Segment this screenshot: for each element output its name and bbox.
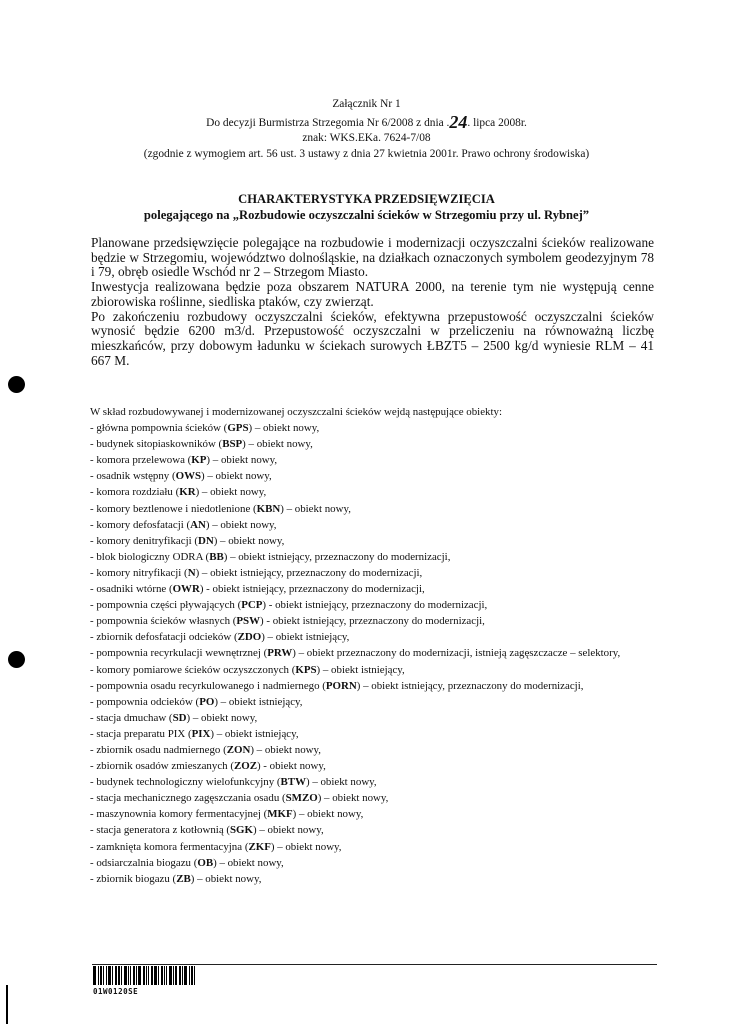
- object-list-item: [90, 484, 658, 500]
- object-code: SMZO: [285, 792, 318, 805]
- object-list-item: [90, 710, 658, 726]
- barcode-bar: [106, 966, 107, 985]
- object-code: N: [187, 566, 196, 579]
- object-list-item: [90, 629, 658, 645]
- object-list-item: [90, 758, 658, 774]
- object-status: ) - obiekt istniejący, przeznaczony do modernizacji,: [262, 599, 488, 612]
- object-status: ) – obiekt nowy,: [292, 808, 364, 821]
- barcode: [93, 966, 201, 985]
- object-code: KP: [191, 454, 207, 467]
- object-status: ) – obiekt nowy,: [213, 534, 285, 547]
- object-status: ) – obiekt nowy,: [280, 502, 351, 515]
- barcode-bar: [182, 966, 183, 985]
- objects-list: [90, 420, 658, 887]
- barcode-bar: [143, 966, 145, 985]
- object-code: BTW: [280, 776, 306, 789]
- object-status: ) – obiekt nowy,: [201, 470, 272, 483]
- object-code: ZDO: [237, 631, 262, 644]
- object-list-item: [90, 645, 658, 661]
- object-list-item: [90, 597, 658, 613]
- barcode-bar: [115, 966, 117, 985]
- object-name: - komory pomiarowe ścieków oczyszczonych (: [90, 663, 296, 676]
- barcode-bar: [112, 966, 113, 985]
- object-list-item: [90, 565, 658, 581]
- barcode-bar: [130, 966, 131, 985]
- barcode-bar: [118, 966, 120, 985]
- title-main: CHARAKTERYSTYKA PRZEDSIĘWZIĘCIA: [238, 192, 495, 206]
- object-list-item: [90, 678, 658, 694]
- barcode-bar: [173, 966, 174, 985]
- object-code: PRW: [267, 647, 293, 660]
- object-code: SGK: [230, 824, 253, 837]
- object-name: - stacja mechanicznego zagęszczania osadu (: [90, 792, 286, 805]
- object-code: ZON: [226, 743, 251, 756]
- object-status: ) – obiekt nowy,: [250, 743, 321, 756]
- barcode-bar: [154, 966, 157, 985]
- object-code: OWR: [172, 583, 200, 596]
- barcode-bar: [194, 966, 195, 985]
- object-code: ZKF: [248, 840, 271, 853]
- object-name: - zbiornik osadów zmieszanych (: [90, 760, 234, 773]
- barcode-bar: [136, 966, 137, 985]
- decision-suffix: . lipca 2008r.: [467, 116, 527, 129]
- object-name: - komora rozdziału (: [90, 486, 180, 499]
- object-name: - budynek sitopiaskowników (: [90, 438, 223, 451]
- object-list-item: [90, 420, 658, 436]
- handwritten-day: 24: [449, 111, 468, 132]
- barcode-bar: [121, 966, 122, 985]
- object-name: - komory nitryfikacji (: [90, 566, 188, 579]
- intro-paragraph-location: Planowane przedsięwzięcie polegające na rozbudowie i modernizacji oczyszczalni ścieków realizowane będzie w Strzegomiu, województwo dolnośląskie, na działkach oznaczonych symbolem geodezyjnym 78 i 79, obręb osiedle Wschód nr 2 – Strzegom Miasto.: [91, 235, 654, 280]
- barcode-bar: [164, 966, 165, 985]
- object-name: - pompownia ścieków własnych (: [90, 615, 237, 628]
- object-name: - komory denitryfikacji (: [90, 534, 198, 547]
- object-name: - zbiornik biogazu (: [90, 872, 177, 885]
- object-status: ) – obiekt nowy,: [242, 438, 313, 451]
- object-code: PORN: [325, 679, 357, 692]
- intro-paragraph-capacity: Po zakończeniu rozbudowy oczyszczalni ścieków, efektywna przepustowość oczyszczalni ścieków wynosić będzie 6200 m3/d. Przepustowość oczyszczalni w przeliczeniu na równoważną liczbę mieszkańców, przy dobowym ładunku w ściekach surowych ŁBZT5 – 2500 kg/d wyniesie RLM – 41 667 M.: [91, 308, 654, 368]
- barcode-bar: [169, 966, 172, 985]
- object-status: ) - obiekt istniejący, przeznaczony do modernizacji,: [199, 583, 425, 596]
- punch-hole-top: [8, 376, 25, 393]
- object-status: ) - obiekt nowy,: [256, 760, 326, 773]
- object-name: - pompownia części pływających (: [90, 599, 242, 612]
- object-code: DN: [197, 534, 214, 547]
- object-code: PSW: [236, 615, 260, 628]
- object-name: - zbiornik osadu nadmiernego (: [90, 743, 227, 756]
- object-list-item: [90, 468, 658, 484]
- object-name: - komory beztlenowe i niedotlenione (: [90, 502, 257, 515]
- object-status: ) – obiekt nowy,: [213, 856, 284, 869]
- object-name: - zamknięta komora fermentacyjna (: [90, 840, 249, 853]
- object-code: MKF: [267, 808, 293, 821]
- reference-number: znak: WKS.EKa. 7624-7/08: [302, 132, 431, 144]
- objects-section: [90, 404, 658, 887]
- object-status: ) – obiekt nowy,: [205, 518, 277, 531]
- object-name: - stacja dmuchaw (: [90, 711, 173, 724]
- object-status: ) – obiekt nowy,: [317, 792, 389, 805]
- object-name: - stacja preparatu PIX (: [90, 727, 192, 740]
- barcode-bar: [133, 966, 135, 985]
- object-code: PO: [199, 695, 215, 708]
- object-status: ) – obiekt istniejący,: [316, 663, 405, 676]
- barcode-bar: [148, 966, 149, 985]
- object-name: - główna pompownia ścieków (: [90, 422, 228, 435]
- object-list-item: [90, 742, 658, 758]
- attachment-label: Załącznik Nr 1: [332, 98, 401, 110]
- object-list-item: [90, 549, 658, 565]
- barcode-bar: [151, 966, 153, 985]
- scan-edge-mark: [6, 985, 8, 1024]
- object-status: ) – obiekt istniejący, przeznaczony do modernizacji,: [223, 550, 451, 563]
- object-code: OB: [197, 856, 214, 869]
- object-list-item: [90, 726, 658, 742]
- object-code: KBN: [256, 502, 281, 515]
- decision-prefix: Do decyzji Burmistrza Strzegomia Nr 6/2008 z dnia .: [206, 116, 450, 129]
- object-list-item: [90, 501, 658, 517]
- punch-hole-bottom: [8, 651, 25, 668]
- object-name: - pompownia odcieków (: [90, 695, 200, 708]
- object-status: ) – obiekt istniejący, przeznaczony do modernizacji,: [356, 679, 584, 692]
- barcode-bar: [93, 966, 96, 985]
- barcode-bar: [100, 966, 102, 985]
- object-code: PCP: [241, 599, 263, 612]
- object-name: - blok biologiczny ODRA (: [90, 550, 210, 563]
- barcode-bar: [175, 966, 177, 985]
- object-name: - pompownia recyrkulacji wewnętrznej (: [90, 647, 268, 660]
- barcode-bar: [158, 966, 159, 985]
- document-header: [60, 97, 673, 162]
- object-status: ) – obiekt istniejący,: [210, 727, 299, 740]
- object-status: ) – obiekt nowy,: [206, 454, 278, 467]
- object-status: ) – obiekt nowy,: [186, 711, 258, 724]
- object-name: - komora przelewowa (: [90, 454, 192, 467]
- object-code: OWS: [175, 470, 202, 483]
- object-name: - odsiarczalnia biogazu (: [90, 856, 198, 869]
- object-list-item: [90, 517, 658, 533]
- barcode-bar: [103, 966, 104, 985]
- object-code: GPS: [227, 422, 249, 435]
- object-status: ) – obiekt przeznaczony do modernizacji, istnieją zagęszczacze – selektory,: [292, 647, 621, 660]
- object-code: ZB: [176, 872, 191, 885]
- object-list-item: [90, 839, 658, 855]
- barcode-bar: [128, 966, 129, 985]
- intro-paragraph-natura: Inwestycja realizowana będzie poza obszarem NATURA 2000, na terenie tym nie występują cenne zbiorowiska roślinne, siedliska ptaków, czy zwierząt.: [91, 279, 654, 309]
- object-list-item: [90, 436, 658, 452]
- barcode-bar: [166, 966, 167, 985]
- object-list-item: [90, 694, 658, 710]
- object-list-item: [90, 613, 658, 629]
- objects-lead: W skład rozbudowywanej i modernizowanej oczyszczalni ścieków wejdą następujące obiekty:: [90, 406, 502, 418]
- barcode-bar: [161, 966, 163, 985]
- object-status: ) – obiekt nowy,: [305, 776, 377, 789]
- object-list-item: [90, 662, 658, 678]
- object-code: KR: [179, 486, 196, 499]
- barcode-bar: [98, 966, 99, 985]
- object-code: PIX: [191, 727, 211, 740]
- object-name: - komory defosfatacji (: [90, 518, 191, 531]
- object-name: - maszynownia komory fermentacyjnej (: [90, 808, 268, 821]
- object-status: ) – obiekt nowy,: [195, 486, 267, 499]
- object-code: BSP: [222, 438, 243, 451]
- object-name: - zbiornik defosfatacji odcieków (: [90, 631, 238, 644]
- barcode-bar: [184, 966, 187, 985]
- decision-line: [60, 113, 673, 132]
- object-status: ) – obiekt istniejący,: [214, 695, 303, 708]
- document-title: [40, 191, 693, 223]
- object-code: BB: [209, 550, 224, 563]
- barcode-bar: [124, 966, 127, 985]
- barcode-text: 01W0120SE: [93, 987, 139, 996]
- title-sub: polegającego na „Rozbudowie oczyszczalni ścieków w Strzegomiu przy ul. Rybnej”: [143, 208, 590, 222]
- barcode-bar: [189, 966, 190, 985]
- footer-divider: [92, 964, 657, 965]
- barcode-bar: [191, 966, 193, 985]
- object-status: ) – obiekt istniejący, przeznaczony do modernizacji,: [195, 566, 423, 579]
- object-list-item: [90, 871, 658, 887]
- object-code: AN: [190, 518, 206, 531]
- object-code: SD: [172, 711, 187, 724]
- object-status: ) – obiekt istniejący,: [261, 631, 350, 644]
- object-status: ) – obiekt nowy,: [270, 840, 342, 853]
- object-status: ) – obiekt nowy,: [190, 872, 262, 885]
- object-list-item: [90, 533, 658, 549]
- object-name: - stacja generatora z kotłownią (: [90, 824, 230, 837]
- object-status: ) - obiekt istniejący, przeznaczony do modernizacji,: [260, 615, 485, 628]
- object-list-item: [90, 822, 658, 838]
- object-list-item: [90, 774, 658, 790]
- object-status: ) – obiekt nowy,: [248, 422, 320, 435]
- object-name: - pompownia osadu recyrkulowanego i nadmiernego (: [90, 679, 326, 692]
- object-name: - osadniki wtórne (: [90, 583, 173, 596]
- barcode-bar: [146, 966, 147, 985]
- barcode-bar: [108, 966, 111, 985]
- barcode-bar: [179, 966, 181, 985]
- object-list-item: [90, 581, 658, 597]
- barcode-bar: [138, 966, 141, 985]
- legal-basis: (zgodnie z wymogiem art. 56 ust. 3 ustawy z dnia 27 kwietnia 2001r. Prawo ochrony środowiska): [143, 147, 590, 160]
- object-status: ) – obiekt nowy,: [253, 824, 324, 837]
- object-list-item: [90, 855, 658, 871]
- object-list-item: [90, 452, 658, 468]
- object-code: KPS: [295, 663, 317, 676]
- object-list-item: [90, 806, 658, 822]
- object-code: ZOZ: [233, 760, 257, 773]
- object-list-item: [90, 790, 658, 806]
- intro-section: [91, 236, 654, 368]
- object-name: - osadnik wstępny (: [90, 470, 176, 483]
- object-name: - budynek technologiczny wielofunkcyjny (: [90, 776, 281, 789]
